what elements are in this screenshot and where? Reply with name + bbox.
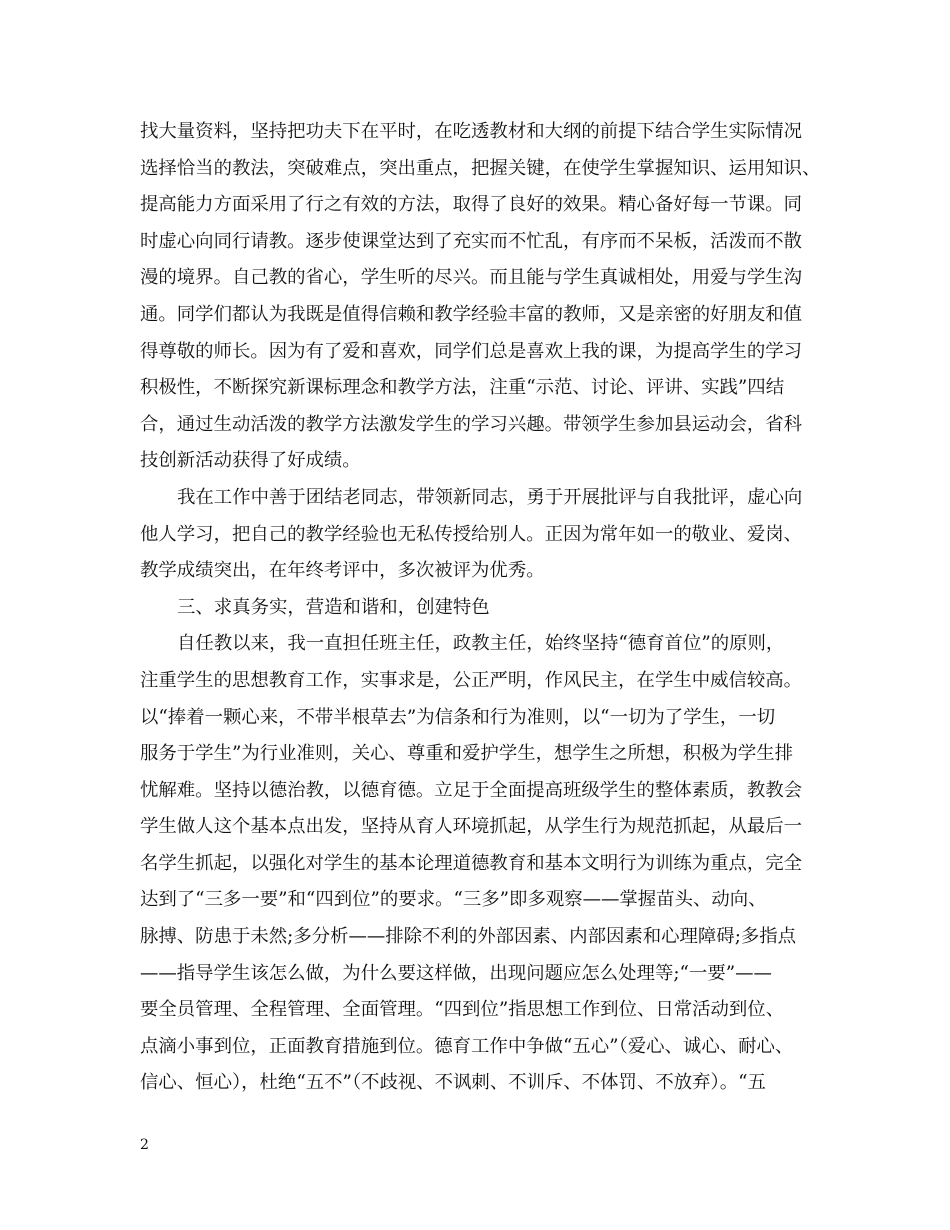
text-line: 漫的境界。自己教的省心，学生听的尽兴。而且能与学生真诚相处，用爱与学生沟 bbox=[140, 267, 803, 289]
text-line: 得尊敬的师长。因为有了爱和喜欢，同学们总是喜欢上我的课，为提高学生的学习 bbox=[140, 340, 803, 362]
text-line: 自任教以来，我一直担任班主任，政教主任，始终坚持“德育首位”的原则， bbox=[177, 633, 785, 655]
text-line: 选择恰当的教法，突破难点，突出重点，把握关键，在使学生掌握知识、运用知识、 bbox=[140, 157, 821, 179]
text-line: 脉搏、防患于未然;多分析——排除不利的外部因素、内部因素和心理障碍;多指点 bbox=[140, 926, 797, 948]
text-line: 他人学习，把自己的教学经验也无私传授给别人。正因为常年如一的敬业、爱岗、 bbox=[140, 523, 803, 545]
text-line: 找大量资料，坚持把功夫下在平时，在吃透教材和大纲的前提下结合学生实际情况 bbox=[140, 121, 803, 142]
text-line: 学生做人这个基本点出发，坚持从育人环境抓起，从学生行为规范抓起，从最后一 bbox=[140, 816, 803, 838]
text-line: 名学生抓起，以强化对学生的基本论理道德教育和基本文明行为训练为重点，完全 bbox=[140, 852, 803, 874]
text-line: 教学成绩突出，在年终考评中，多次被评为优秀。 bbox=[140, 560, 545, 582]
text-line: 达到了“三多一要”和“四到位”的要求。“三多”即多观察——掌握苗头、动向、 bbox=[140, 889, 767, 911]
page-number: 2 bbox=[140, 1137, 149, 1153]
text-line: 提高能力方面采用了行之有效的方法，取得了良好的效果。精心备好每一节课。同 bbox=[140, 194, 803, 216]
text-line: 技创新活动获得了好成绩。 bbox=[140, 450, 361, 472]
text-line: 忧解难。坚持以德治教，以德育德。立足于全面提高班级学生的整体素质，教教会 bbox=[140, 779, 803, 801]
text-line: 通。同学们都认为我既是值得信赖和教学经验丰富的教师，又是亲密的好朋友和值 bbox=[140, 303, 803, 325]
text-line: 时虚心向同行请教。逐步使课堂达到了充实而不忙乱，有序而不呆板，活泼而不散 bbox=[140, 230, 803, 252]
text-line: 要全员管理、全程管理、全面管理。“四到位”指思想工作到位、日常活动到位、 bbox=[140, 999, 785, 1021]
text-line: 信心、恒心），杜绝“五不”（不歧视、不讽刺、不训斥、不体罚、不放弃）。“五 bbox=[140, 1072, 766, 1094]
text-line: ——指导学生该怎么做，为什么要这样做，出现问题应怎么处理等;“一要”—— bbox=[140, 962, 772, 984]
text-line: 注重学生的思想教育工作，实事求是，公正严明，作风民主，在学生中威信较高。 bbox=[140, 669, 803, 691]
text-line: 我在工作中善于团结老同志，带领新同志，勇于开展批评与自我批评，虚心向 bbox=[177, 486, 803, 508]
text-line: 服务于学生”为行业准则，关心、尊重和爱护学生，想学生之所想，积极为学生排 bbox=[140, 743, 794, 765]
text-line: 三、求真务实，营造和谐和，创建特色 bbox=[177, 596, 490, 618]
body-text bbox=[140, 114, 820, 1102]
text-line: 合，通过生动活泼的教学方法激发学生的学习兴趣。带领学生参加县运动会，省科 bbox=[140, 413, 803, 435]
text-line: 点滴小事到位，正面教育措施到位。德育工作中争做“五心”（爱心、诚心、耐心、 bbox=[140, 1035, 794, 1057]
text-line: 积极性，不断探究新课标理念和教学方法，注重“示范、讨论、评讲、实践”四结 bbox=[140, 377, 785, 399]
text-line: 以“捧着一颗心来，不带半根草去”为信条和行为准则，以“一切为了学生，一切 bbox=[140, 706, 776, 728]
